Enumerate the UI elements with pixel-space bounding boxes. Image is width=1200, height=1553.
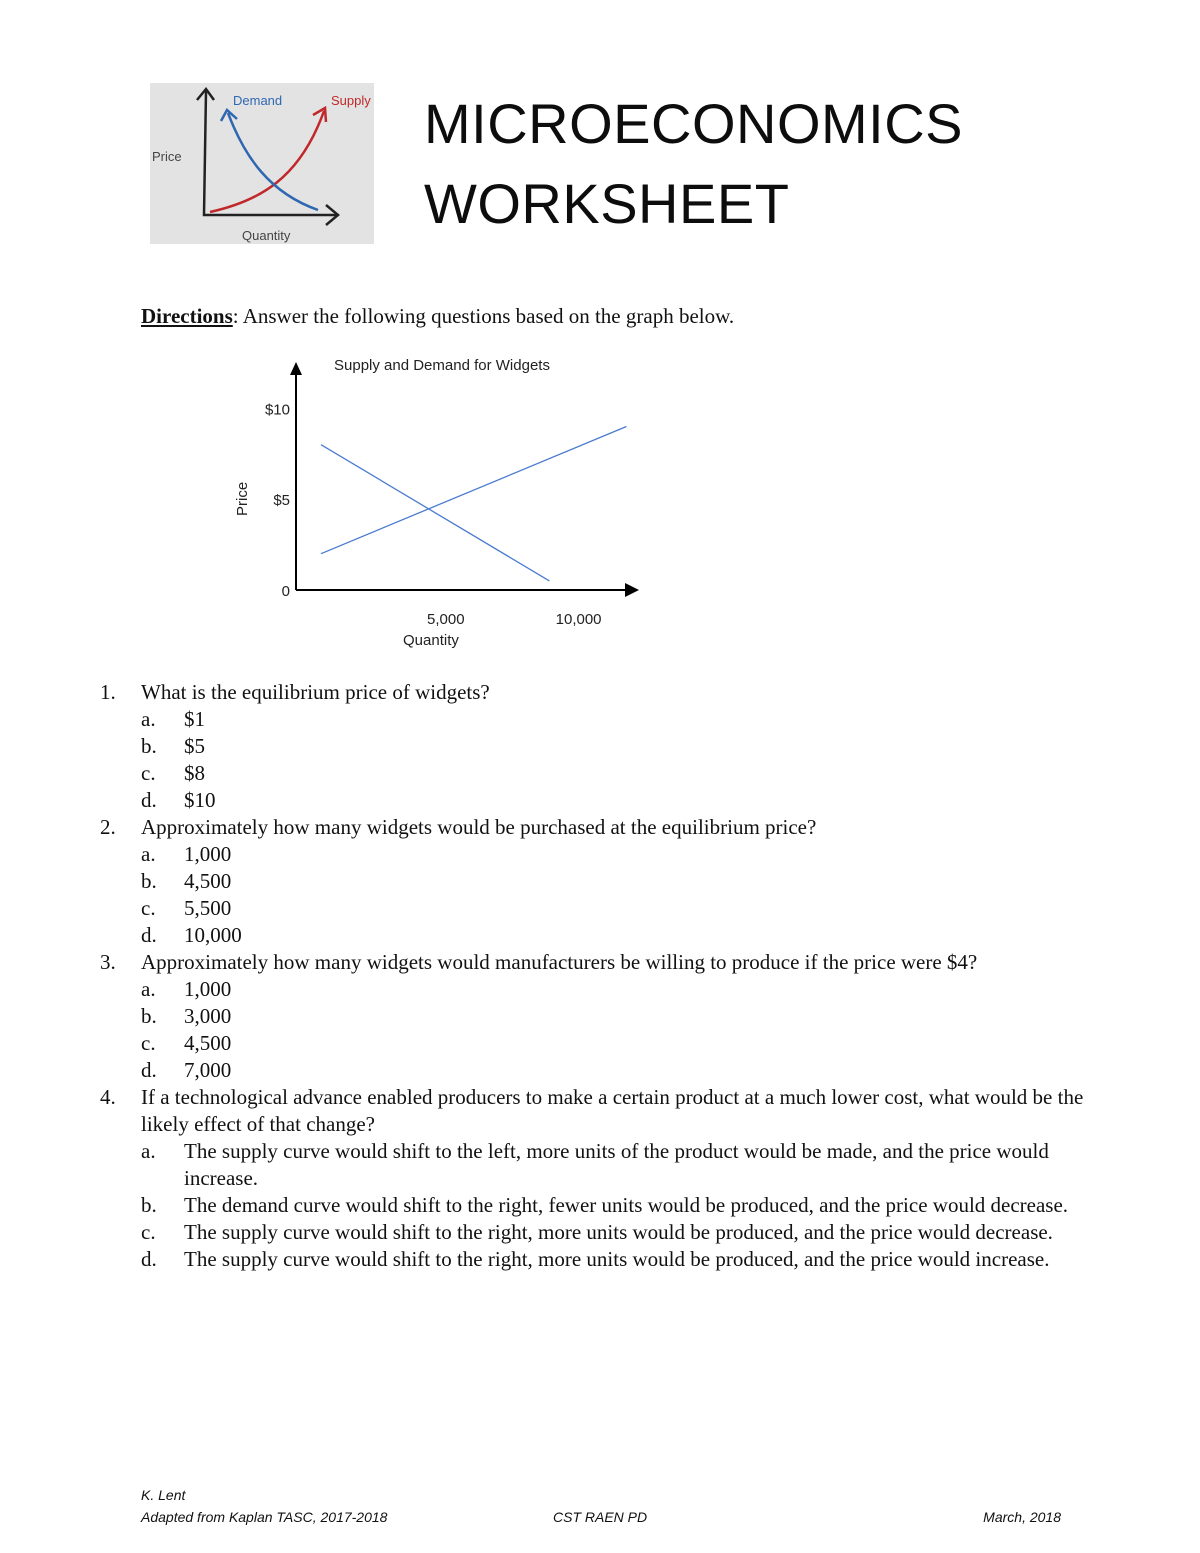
logo-graph [150,83,374,244]
option-text: The supply curve would shift to the right, more units would be produced, and the price would increase. [184,1247,1050,1271]
option-text: 7,000 [184,1058,232,1082]
footer-org: CST RAEN PD [553,1509,648,1525]
question-body [141,949,1100,1084]
answer-option [141,841,1100,868]
answer-option [141,706,1100,733]
logo-demand-label: Demand [233,93,283,108]
option-text: The supply curve would shift to the right, more units would be produced, and the price would decrease. [184,1220,1053,1244]
option-letter: a. [141,1139,156,1163]
option-letter: c. [141,896,156,920]
directions-text: : Answer the following questions based on the graph below. [232,304,735,328]
logo-supply-curve [210,111,324,212]
option-letter: b. [141,1193,157,1217]
series-line-1 [321,427,626,554]
option-letter: a. [141,707,156,731]
title-line-1: MICROECONOMICS [424,92,963,155]
logo-demand-curve [228,113,318,210]
question-3 [100,949,1100,1084]
option-text: $10 [184,788,216,812]
answer-option [141,868,1100,895]
answer-option [141,1192,1100,1219]
y-tick-label: $10 [264,401,290,419]
page-title [424,84,963,244]
option-text: 3,000 [184,1004,232,1028]
option-letter: d. [141,1247,157,1271]
answer-option [141,976,1100,1003]
question-number: 2. [100,815,116,839]
chart-marks [265,401,626,628]
answer-option [141,922,1100,949]
answer-option [141,1138,1100,1192]
option-text: $5 [184,734,205,758]
question-body [141,814,1100,949]
series-line-2 [321,445,549,581]
footer-author: K. Lent [141,1487,186,1503]
question-number: 3. [100,950,116,974]
option-letter: a. [141,977,156,1001]
y-tick-label: $5 [273,492,290,510]
question-body [141,679,1100,814]
option-letter: d. [141,788,157,812]
option-letter: b. [141,869,157,893]
answer-option [141,1057,1100,1084]
question-number: 1. [100,680,116,704]
option-text: 1,000 [184,842,232,866]
option-text: 1,000 [184,977,232,1001]
y-axis-label: Price [234,481,251,516]
question-1 [100,679,1100,814]
option-text: $8 [184,761,205,785]
question-text: Approximately how many widgets would be purchased at the equilibrium price? [141,815,817,839]
footer-source: Adapted from Kaplan TASC, 2017-2018 [141,1509,388,1525]
option-letter: a. [141,842,156,866]
question-2 [100,814,1100,949]
directions-label: Directions [141,304,233,328]
answer-option [141,1003,1100,1030]
question-text: Approximately how many widgets would manufacturers be willing to produce if the price were $4? [141,950,978,974]
option-letter: c. [141,1220,156,1244]
chart-title: Supply and Demand for Widgets [334,357,550,374]
option-text: The supply curve would shift to the left, more units of the product would be made, and the price would increase. [184,1139,1049,1190]
option-text: 4,500 [184,1031,232,1055]
x-axis-label: Quantity [403,632,459,649]
y-tick-label: 0 [281,583,290,600]
answer-option [141,787,1100,814]
option-text: $1 [184,707,205,731]
footer-date: March, 2018 [983,1509,1061,1525]
answer-option [141,895,1100,922]
logo-price-label: Price [152,149,182,164]
answer-option [141,1246,1100,1273]
option-text: 10,000 [184,923,242,947]
option-text: 5,500 [184,896,232,920]
title-line-2: WORKSHEET [424,172,790,235]
question-body [141,1084,1100,1273]
option-letter: b. [141,734,157,758]
option-letter: d. [141,923,157,947]
option-letter: b. [141,1004,157,1028]
answer-option [141,733,1100,760]
option-letter: d. [141,1058,157,1082]
answer-option [141,1219,1100,1246]
x-tick-label: 5,000 [427,611,465,628]
x-axis-arrow [625,583,639,597]
supply-demand-chart [220,350,660,655]
option-letter: c. [141,1031,156,1055]
option-text: 4,500 [184,869,232,893]
answer-option [141,760,1100,787]
question-number: 4. [100,1085,116,1109]
logo-supply-label: Supply [331,93,371,108]
y-axis-arrow [290,362,302,375]
logo-axes [204,91,336,215]
x-tick-label: 10,000 [555,611,602,628]
question-text: What is the equilibrium price of widgets? [141,680,490,704]
question-4 [100,1084,1100,1273]
question-list [100,679,1100,1273]
option-text: The demand curve would shift to the right, fewer units would be produced, and the price would decrease. [184,1193,1069,1217]
option-letter: c. [141,761,156,785]
footer [141,1484,1061,1528]
directions [141,301,734,331]
answer-option [141,1030,1100,1057]
question-text: If a technological advance enabled producers to make a certain product at a much lower cost, what would be the likely effect of that change? [141,1085,1084,1136]
logo-quantity-label: Quantity [242,228,291,243]
supply-demand-logo [150,83,374,244]
